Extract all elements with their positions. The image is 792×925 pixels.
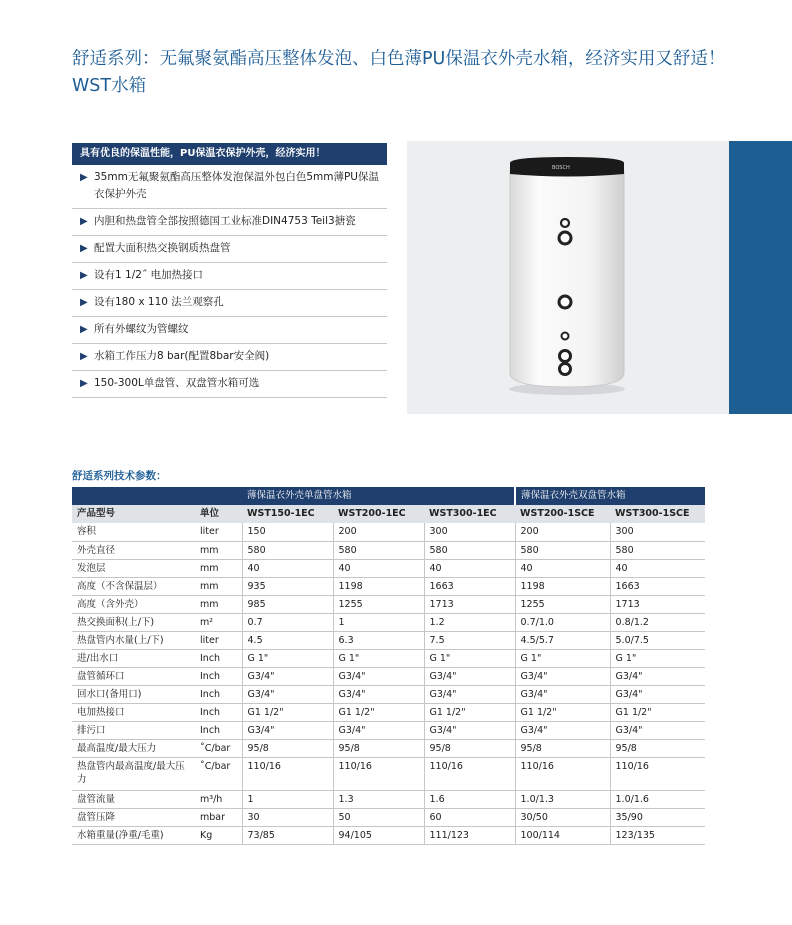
value-cell: 95/8 [424, 739, 515, 757]
group-header-blank [72, 487, 195, 505]
value-cell: 95/8 [242, 739, 333, 757]
group-header-double-coil: 薄保温衣外壳双盘管水箱 [515, 487, 705, 505]
value-cell: G3/4" [333, 667, 424, 685]
page-title-line2: WST水箱 [72, 76, 147, 96]
param-cell: 发泡层 [72, 559, 195, 577]
table-row [72, 631, 705, 649]
unit-cell: mm [195, 595, 242, 613]
value-cell: 580 [610, 541, 705, 559]
value-cell: 1.0/1.6 [610, 790, 705, 808]
value-cell: 94/105 [333, 826, 424, 844]
table-row [72, 649, 705, 667]
value-cell: 300 [424, 523, 515, 541]
value-cell: 40 [242, 559, 333, 577]
param-cell: 高度（含外壳） [72, 595, 195, 613]
table-row [72, 559, 705, 577]
value-cell: 110/16 [242, 757, 333, 790]
value-cell: 40 [610, 559, 705, 577]
param-cell: 进/出水口 [72, 649, 195, 667]
table-row [72, 757, 705, 790]
value-cell: G1 1/2" [242, 703, 333, 721]
value-cell: 40 [424, 559, 515, 577]
value-cell: 1198 [333, 577, 424, 595]
column-header-model: WST200-1EC [333, 505, 424, 523]
value-cell: G3/4" [242, 721, 333, 739]
param-cell: 热盘管内水量(上/下) [72, 631, 195, 649]
feature-box [72, 143, 387, 398]
value-cell: 580 [424, 541, 515, 559]
group-header-single-coil: 薄保温衣外壳单盘管水箱 [242, 487, 515, 505]
value-cell: G3/4" [610, 667, 705, 685]
unit-cell: m³/h [195, 790, 242, 808]
table-row [72, 613, 705, 631]
triangle-bullet-icon: ▶ [80, 270, 88, 281]
unit-cell: mm [195, 577, 242, 595]
value-cell: 1.6 [424, 790, 515, 808]
value-cell: 5.0/7.5 [610, 631, 705, 649]
unit-cell: Inch [195, 685, 242, 703]
value-cell: G1 1/2" [333, 703, 424, 721]
value-cell: 1.2 [424, 613, 515, 631]
spec-table [72, 487, 705, 845]
triangle-bullet-icon: ▶ [80, 324, 88, 335]
param-cell: 回水口(备用口) [72, 685, 195, 703]
unit-cell: Inch [195, 667, 242, 685]
value-cell: 1663 [610, 577, 705, 595]
feature-item [72, 209, 387, 236]
value-cell: 95/8 [610, 739, 705, 757]
product-image-panel [407, 141, 729, 414]
value-cell: 6.3 [333, 631, 424, 649]
param-cell: 容积 [72, 523, 195, 541]
value-cell: 0.8/1.2 [610, 613, 705, 631]
group-header-blank [195, 487, 242, 505]
water-tank-image [407, 141, 729, 414]
value-cell: G3/4" [424, 667, 515, 685]
table-row [72, 595, 705, 613]
unit-cell: mbar [195, 808, 242, 826]
value-cell: G1 1/2" [610, 703, 705, 721]
feature-item [72, 317, 387, 344]
value-cell: 110/16 [424, 757, 515, 790]
value-cell: G3/4" [424, 685, 515, 703]
value-cell: 110/16 [515, 757, 610, 790]
triangle-bullet-icon: ▶ [80, 172, 88, 183]
feature-text: 设有1 1/2˝ 电加热接口 [94, 269, 204, 281]
feature-item [72, 371, 387, 398]
feature-item [72, 165, 387, 209]
value-cell: 1713 [424, 595, 515, 613]
feature-text: 水箱工作压力8 bar(配置8bar安全阀) [94, 350, 270, 362]
table-row [72, 739, 705, 757]
param-cell: 水箱重量(净重/毛重) [72, 826, 195, 844]
value-cell: 1713 [610, 595, 705, 613]
value-cell: 4.5 [242, 631, 333, 649]
value-cell: 95/8 [515, 739, 610, 757]
unit-cell: Inch [195, 721, 242, 739]
value-cell: 935 [242, 577, 333, 595]
feature-text: 35mm无氟聚氨酯高压整体发泡保温外包白色5mm薄PU保温衣保护外壳 [94, 171, 379, 200]
column-header-param: 产品型号 [72, 505, 195, 523]
value-cell: G1 1/2" [424, 703, 515, 721]
unit-cell: liter [195, 523, 242, 541]
feature-text: 设有180 x 110 法兰观察孔 [94, 296, 224, 308]
column-header-model: WST200-1SCE [515, 505, 610, 523]
triangle-bullet-icon: ▶ [80, 378, 88, 389]
param-cell: 热盘管内最高温度/最大压力 [72, 757, 195, 790]
value-cell: 40 [515, 559, 610, 577]
unit-cell: Kg [195, 826, 242, 844]
value-cell: 0.7/1.0 [515, 613, 610, 631]
spec-table-body [72, 523, 705, 844]
value-cell: 200 [515, 523, 610, 541]
brand-badge: BOSCH [552, 165, 570, 171]
triangle-bullet-icon: ▶ [80, 216, 88, 227]
value-cell: G 1" [333, 649, 424, 667]
triangle-bullet-icon: ▶ [80, 297, 88, 308]
table-row [72, 685, 705, 703]
value-cell: 123/135 [610, 826, 705, 844]
tank-connection-ports [559, 219, 571, 375]
value-cell: 580 [333, 541, 424, 559]
value-cell: G3/4" [610, 721, 705, 739]
feature-header: 具有优良的保温性能，PU保温衣保护外壳，经济实用！ [72, 143, 387, 165]
value-cell: G 1" [424, 649, 515, 667]
value-cell: 580 [242, 541, 333, 559]
value-cell: 110/16 [333, 757, 424, 790]
column-header-model: WST300-1SCE [610, 505, 705, 523]
param-cell: 外壳直径 [72, 541, 195, 559]
param-cell: 最高温度/最大压力 [72, 739, 195, 757]
value-cell: 1255 [515, 595, 610, 613]
value-cell: 73/85 [242, 826, 333, 844]
table-row [72, 667, 705, 685]
value-cell: 100/114 [515, 826, 610, 844]
table-row [72, 790, 705, 808]
value-cell: 1255 [333, 595, 424, 613]
value-cell: 1 [242, 790, 333, 808]
value-cell: G3/4" [515, 685, 610, 703]
spec-section-title: 舒适系列技术参数： [72, 470, 167, 482]
feature-text: 配置大面积热交换钢质热盘管 [94, 242, 231, 254]
value-cell: 0.7 [242, 613, 333, 631]
unit-cell: liter [195, 631, 242, 649]
value-cell: 985 [242, 595, 333, 613]
page-title-line1: 舒适系列：无氟聚氨酯高压整体发泡、白色薄PU保温衣外壳水箱，经济实用又舒适！ [72, 49, 726, 69]
feature-item [72, 344, 387, 371]
unit-cell: mm [195, 541, 242, 559]
value-cell: 30/50 [515, 808, 610, 826]
value-cell: 300 [610, 523, 705, 541]
column-header-unit: 单位 [195, 505, 242, 523]
page-title [72, 46, 772, 100]
value-cell: G3/4" [515, 721, 610, 739]
value-cell: 35/90 [610, 808, 705, 826]
value-cell: 150 [242, 523, 333, 541]
value-cell: 50 [333, 808, 424, 826]
unit-cell: m² [195, 613, 242, 631]
value-cell: G3/4" [424, 721, 515, 739]
unit-cell: Inch [195, 649, 242, 667]
table-row [72, 721, 705, 739]
unit-cell: ˚C/bar [195, 757, 242, 790]
value-cell: G 1" [242, 649, 333, 667]
feature-item [72, 236, 387, 263]
value-cell: G1 1/2" [515, 703, 610, 721]
value-cell: 110/16 [610, 757, 705, 790]
value-cell: G3/4" [515, 667, 610, 685]
column-header-model: WST150-1EC [242, 505, 333, 523]
value-cell: 580 [515, 541, 610, 559]
value-cell: 1.0/1.3 [515, 790, 610, 808]
value-cell: 200 [333, 523, 424, 541]
unit-cell: mm [195, 559, 242, 577]
table-row [72, 523, 705, 541]
accent-strip [729, 141, 792, 414]
spec-column-header-row [72, 505, 705, 523]
feature-text: 所有外螺纹为管螺纹 [94, 323, 189, 335]
param-cell: 高度（不含保温层） [72, 577, 195, 595]
value-cell: 7.5 [424, 631, 515, 649]
table-row [72, 703, 705, 721]
value-cell: 111/123 [424, 826, 515, 844]
table-row [72, 577, 705, 595]
unit-cell: Inch [195, 703, 242, 721]
feature-text: 150-300L单盘管、双盘管水箱可选 [94, 377, 260, 389]
value-cell: G3/4" [242, 685, 333, 703]
feature-item [72, 263, 387, 290]
feature-item [72, 290, 387, 317]
spec-group-header-row [72, 487, 705, 505]
feature-list [72, 165, 387, 398]
value-cell: 40 [333, 559, 424, 577]
value-cell: G3/4" [333, 685, 424, 703]
value-cell: G 1" [610, 649, 705, 667]
value-cell: 60 [424, 808, 515, 826]
param-cell: 盘管压降 [72, 808, 195, 826]
feature-text: 内胆和热盘管全部按照德国工业标准DIN4753 Teil3搪瓷 [94, 215, 356, 227]
value-cell: 4.5/5.7 [515, 631, 610, 649]
table-row [72, 826, 705, 844]
param-cell: 电加热接口 [72, 703, 195, 721]
value-cell: G 1" [515, 649, 610, 667]
value-cell: 95/8 [333, 739, 424, 757]
value-cell: G3/4" [333, 721, 424, 739]
value-cell: G3/4" [610, 685, 705, 703]
triangle-bullet-icon: ▶ [80, 243, 88, 254]
value-cell: 1663 [424, 577, 515, 595]
param-cell: 排污口 [72, 721, 195, 739]
value-cell: 30 [242, 808, 333, 826]
value-cell: G3/4" [242, 667, 333, 685]
param-cell: 盘管循环口 [72, 667, 195, 685]
value-cell: 1 [333, 613, 424, 631]
unit-cell: ˚C/bar [195, 739, 242, 757]
triangle-bullet-icon: ▶ [80, 351, 88, 362]
column-header-model: WST300-1EC [424, 505, 515, 523]
table-row [72, 808, 705, 826]
value-cell: 1198 [515, 577, 610, 595]
param-cell: 热交换面积(上/下) [72, 613, 195, 631]
table-row [72, 541, 705, 559]
value-cell: 1.3 [333, 790, 424, 808]
param-cell: 盘管流量 [72, 790, 195, 808]
